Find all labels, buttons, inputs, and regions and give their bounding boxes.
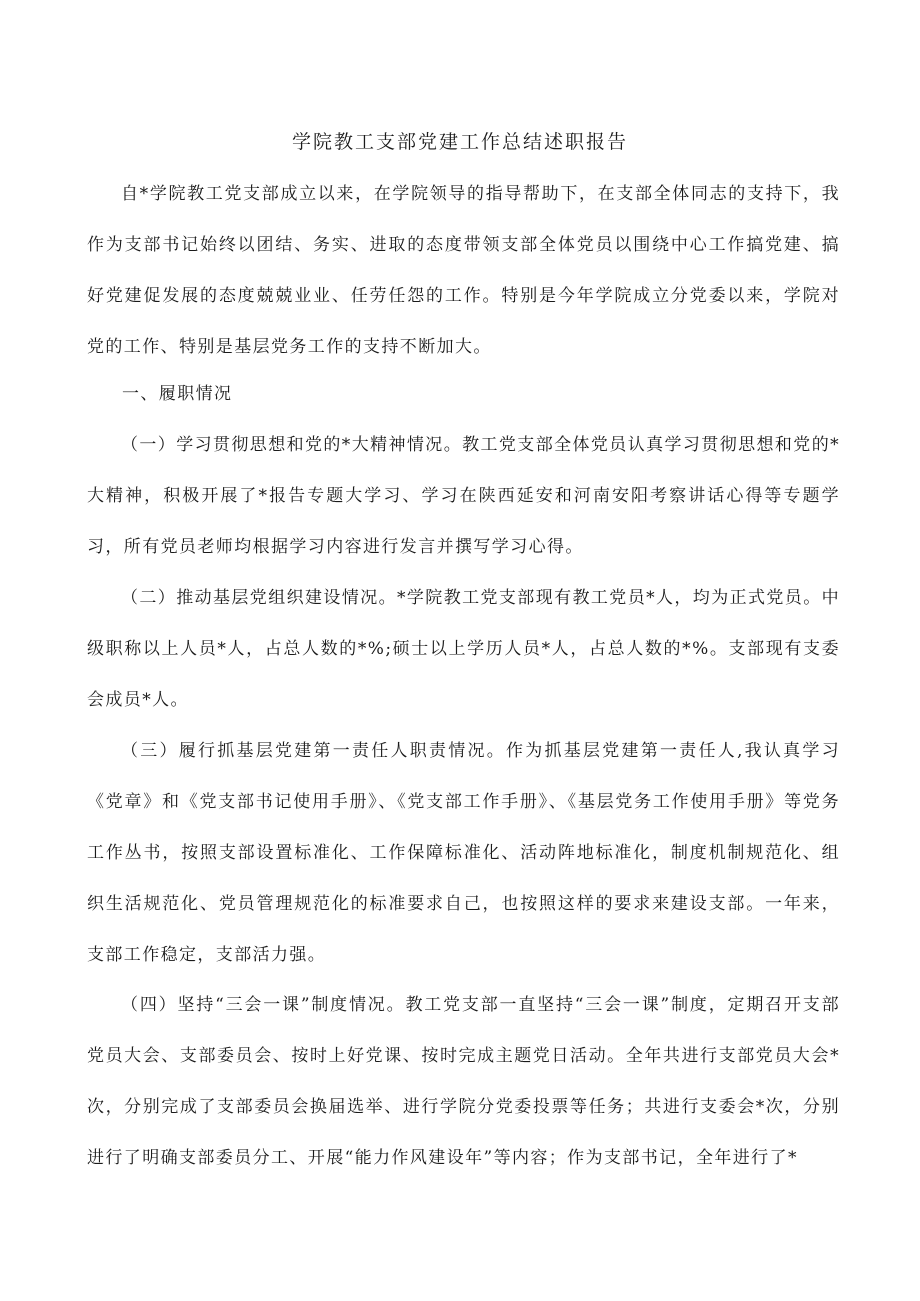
paragraph-responsibility: （三）履行抓基层党建第一责任人职责情况。作为抓基层党建第一责任人,我认真学习《党章》和《党支部书记使用手册》、《党支部工作手册》、《基层党务工作使用手册》等党务工作丛书，按照支部设置标准化、工作保障标准化、活动阵地标准化，制度机制规范化、组织生活规范化、党员管理规范化的标准要求自己，也按照这样的要求来建设支部。一年来，支部工作稳定，支部活力强。 <box>87 741 840 965</box>
intro-paragraph: 自*学院教工党支部成立以来，在学院领导的指导帮助下，在支部全体同志的支持下，我作为支部书记始终以团结、务实、进取的态度带领支部全体党员以围绕中心工作搞党建、搞好党建促发展的态度兢兢业业、任劳任怨的工作。特别是今年学院成立分党委以来，学院对党的工作、特别是基层党务工作的支持不断加大。 <box>87 184 840 357</box>
paragraph-organization: （二）推动基层党组织建设情况。*学院教工党支部现有教工党员*人，均为正式党员。中级职称以上人员*人，占总人数的*%;硕士以上学历人员*人，占总人数的*%。支部现有支委会成员*人。 <box>87 588 840 710</box>
document-title: 学院教工支部党建工作总结述职报告 <box>291 131 628 153</box>
section-heading-1: 一、履职情况 <box>122 384 233 404</box>
paragraph-study: （一）学习贯彻思想和党的*大精神情况。教工党支部全体党员认真学习贯彻思想和党的*大精神，积极开展了*报告专题大学习、学习在陕西延安和河南安阳考察讲话心得等专题学习，所有党员老师均根据学习内容进行发言并撰写学习心得。 <box>87 435 840 557</box>
paragraph-three-meetings: （四）坚持“三会一课”制度情况。教工党支部一直坚持“三会一课”制度，定期召开支部党员大会、支部委员会、按时上好党课、按时完成主题党日活动。全年共进行支部党员大会*次，分别完成了支部委员会换届选举、进行学院分党委投票等任务；共进行支委会*次，分别进行了明确支部委员分工、开展“能力作风建设年”等内容；作为支部书记，全年进行了* <box>87 995 840 1168</box>
